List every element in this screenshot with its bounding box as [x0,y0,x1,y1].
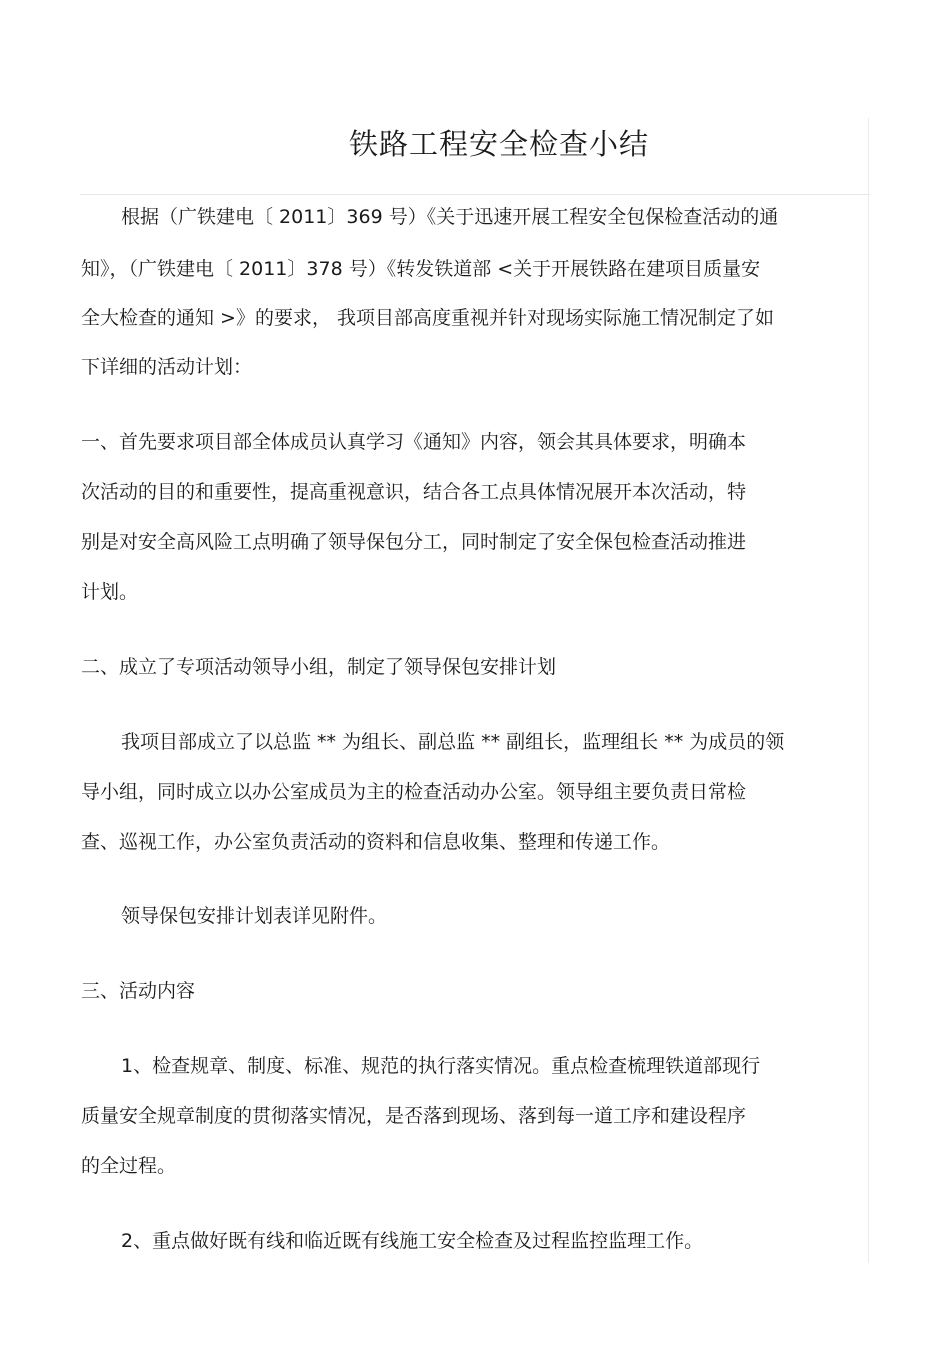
body-line: 次活动的目的和重要性，提高重视意识，结合各工点具体情况展开本次活动，特 [81,481,747,503]
section-heading: 三、活动内容 [81,980,196,1002]
body-line: 别是对安全高风险工点明确了领导保包分工，同时制定了安全保包检查活动推进 [81,531,747,553]
body-line: 领导保包安排计划表详见附件。 [121,905,388,927]
body-line: 导小组，同时成立以办公室成员为主的检查活动办公室。领导组主要负责日常检 [81,781,747,803]
header-divider [80,194,870,195]
section-heading: 二、成立了专项活动领导小组，制定了领导保包安排计划 [81,656,557,678]
body-line: 2、重点做好既有线和临近既有线施工安全检查及过程监控监理工作。 [121,1230,704,1252]
body-line: 查、巡视工作，办公室负责活动的资料和信息收集、整理和传递工作。 [81,831,671,853]
body-line: 质量安全规章制度的贯彻落实情况，是否落到现场、落到每一道工序和建设程序 [81,1105,747,1127]
document-title: 铁路工程安全检查小结 [348,127,649,161]
body-line: 下详细的活动计划： [81,356,253,378]
body-line: 一、首先要求项目部全体成员认真学习《通知》内容，领会其具体要求，明确本 [81,431,747,453]
body-line: 我项目部成立了以总监 ** 为组长、副总监 ** 副组长，监理组长 ** 为成员的领 [121,731,785,753]
body-line: 的全过程。 [81,1155,177,1177]
body-line: 根据（广铁建电〔 2011〕369 号）《关于迅速开展工程安全包保检查活动的通 [121,206,779,228]
body-line: 知》，（广铁建电〔 2011〕378 号）《转发铁道部 <关于开展铁路在建项目质量安 [81,258,761,280]
body-line: 1、检查规章、制度、标准、规范的执行落实情况。重点检查梳理铁道部现行 [121,1055,761,1077]
page-edge-line [868,118,869,1263]
body-line: 全大检查的通知 >》的要求， 我项目部高度重视并针对现场实际施工情况制定了如 [81,307,775,329]
body-line: 计划。 [81,581,139,603]
